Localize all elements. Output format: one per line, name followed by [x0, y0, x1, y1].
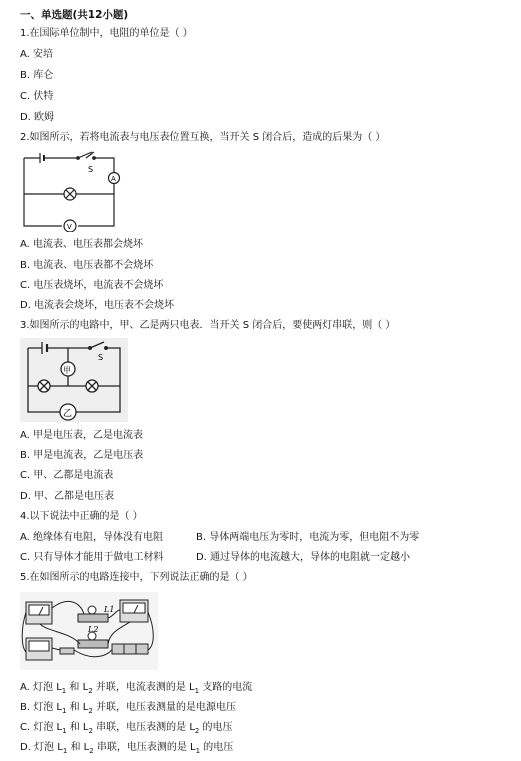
q2-option-c: C. 电压表烧坏，电流表不会烧坏 [20, 280, 164, 291]
q3-option-d: D. 甲、乙都是电压表 [20, 491, 115, 502]
q5-option-a: A. 灯泡 $L_1$ 和 $L_2$ 并联，电流表测的是 $L_1$ 支路的电流 [20, 682, 253, 695]
question-2-stem: 2.如图所示，若将电流表与电压表位置互换，当开关 S 闭合后，造成的后果为（ ） [20, 132, 386, 143]
question-3-stem: 3.如图所示的电路中，甲、乙是两只电表．当开关 S 闭合后，要使两灯串联，则（ ） [20, 320, 396, 331]
q5-lamp2-label: L2 [88, 625, 99, 634]
question-5-stem: 5.在如图所示的电路连接中，下列说法正确的是（ ） [20, 572, 253, 583]
q2-voltmeter-label: V [67, 223, 72, 231]
q2-ammeter-label: A [111, 175, 116, 183]
q2-option-a: A. 电流表、电压表都会烧坏 [20, 239, 144, 250]
q5-option-d: D. 灯泡 $L_1$ 和 $L_2$ 串联，电压表测的是 $L_1$ 的电压 [20, 742, 234, 755]
q5-circuit-photo [20, 592, 158, 670]
q3-option-a: A. 甲是电压表，乙是电流表 [20, 430, 144, 441]
q2-option-b: B. 电流表、电压表都不会烧坏 [20, 260, 154, 271]
q4-option-c: C. 只有导体才能用于做电工材料 [20, 552, 164, 563]
q5-option-c: C. 灯泡 $L_1$ 和 $L_2$ 串联，电压表测的是 $L_2$ 的电压 [20, 722, 233, 735]
q1-option-b: B. 库仑 [20, 70, 54, 81]
question-4-stem: 4.以下说法中正确的是（ ） [20, 511, 143, 522]
q3-circuit-diagram [20, 338, 128, 422]
q2-switch-label: S [88, 165, 94, 174]
q4-option-d: D. 通过导体的电流越大，导体的电阻就一定越小 [196, 552, 411, 563]
q5-lamp1-label: L1 [104, 605, 115, 614]
q3-meter1-label: 甲 [63, 366, 71, 375]
q2-option-d: D. 电流表会烧坏，电压表不会烧坏 [20, 300, 175, 311]
q4-option-a: A. 绝缘体有电阻，导体没有电阻 [20, 532, 164, 543]
q1-option-d: D. 欧姆 [20, 112, 55, 123]
q3-option-b: B. 甲是电流表，乙是电压表 [20, 450, 144, 461]
q2-circuit-diagram [20, 150, 132, 232]
section-title: 一、单选题(共12小题) [20, 9, 129, 21]
q4-option-b: B. 导体两端电压为零时，电流为零，但电阻不为零 [196, 532, 420, 543]
q3-option-c: C. 甲、乙都是电流表 [20, 470, 114, 481]
q1-option-a: A. 安培 [20, 49, 54, 60]
q5-option-b: B. 灯泡 $L_1$ 和 $L_2$ 并联，电压表测量的是电源电压 [20, 702, 237, 715]
q1-option-c: C. 伏特 [20, 91, 54, 102]
q3-meter2-label: 乙 [63, 409, 73, 419]
question-1-stem: 1.在国际单位制中，电阻的单位是（ ） [20, 28, 193, 39]
q3-switch-label: S [98, 353, 104, 362]
